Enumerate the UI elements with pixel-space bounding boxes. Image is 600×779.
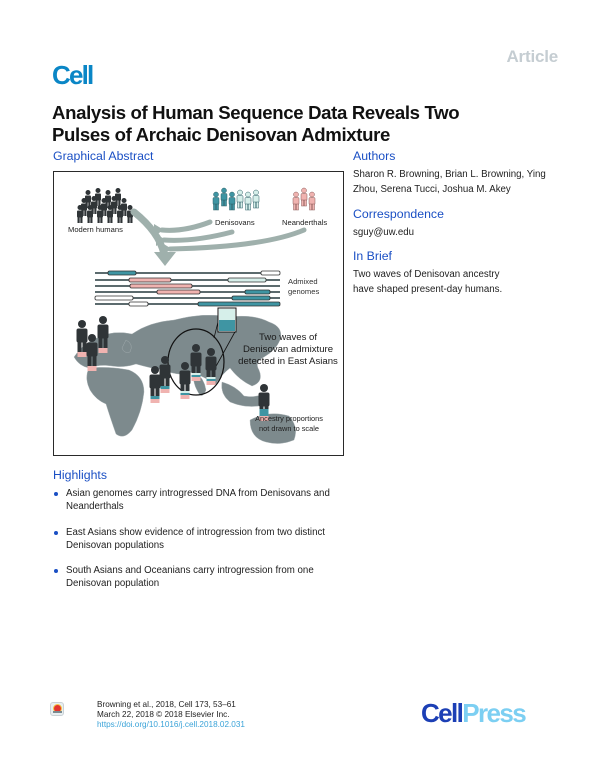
two-waves-label-3: detected in East Asians [238, 356, 338, 367]
graphical-abstract-figure [53, 171, 344, 456]
highlight-item [53, 487, 348, 513]
scale-note-1: Ancestry proportions [255, 414, 323, 423]
in-brief-text: Two waves of Denisovan ancestry have shaped present-day humans. [353, 269, 503, 295]
neanderthals-icon [293, 188, 315, 210]
correspondence-section [353, 207, 563, 240]
doi-link[interactable]: https://doi.org/10.1016/j.cell.2018.02.031 [97, 720, 245, 730]
correspondence-heading: Correspondence [353, 207, 444, 221]
admixed-genomes-diagram [95, 271, 280, 306]
bullet-icon [54, 492, 58, 496]
journal-logo[interactable]: Cell [52, 60, 93, 90]
publisher-logo-press: Press [462, 698, 526, 728]
graphical-abstract-heading: Graphical Abstract [53, 149, 154, 163]
denisovans-label: Denisovans [215, 218, 255, 227]
publication-date: March 22, 2018 © 2018 Elsevier Inc. [97, 710, 230, 720]
citation-block [97, 700, 245, 731]
admixed-label-2: genomes [288, 287, 320, 296]
correspondence-email[interactable]: sguy@uw.edu [353, 227, 415, 238]
modern-humans-icon [77, 188, 133, 223]
article-type-label: Article [506, 47, 558, 66]
citation-text: Browning et al., 2018, Cell 173, 53–61 [97, 700, 236, 709]
highlight-item [53, 564, 348, 590]
authors-section [353, 149, 563, 197]
highlights-list [53, 487, 348, 603]
modern-humans-label: Modern humans [68, 225, 123, 234]
in-brief-section [353, 249, 563, 297]
two-waves-label-2: Denisovan admixture [242, 344, 334, 355]
graphical-abstract-illustration [54, 172, 344, 456]
in-brief-heading: In Brief [353, 249, 392, 263]
admixed-label-1: Admixed [288, 277, 318, 286]
highlight-item [53, 526, 348, 552]
check-for-updates-icon[interactable] [50, 702, 64, 716]
authors-list: Sharon R. Browning, Brian L. Browning, Ying Zhou, Serena Tucci, Joshua M. Akey [353, 169, 546, 195]
paper-title: Analysis of Human Sequence Data Reveals Two Pulses of Archaic Denisovan Admixture [52, 102, 460, 145]
publisher-logo-cell: Cell [421, 698, 463, 728]
bullet-icon [54, 531, 58, 535]
neanderthals-label: Neanderthals [282, 218, 328, 227]
down-arrow-icon [154, 252, 176, 266]
denisovans-icon [213, 188, 259, 210]
highlights-heading: Highlights [53, 468, 107, 482]
ancestry-proportion-bar [218, 308, 236, 332]
highlight-text: East Asians show evidence of introgression from two distinct Denisovan populations [66, 526, 325, 551]
two-waves-label-1: Two waves of [258, 332, 318, 343]
highlight-text: Asian genomes carry introgressed DNA from Denisovans and Neanderthals [66, 488, 330, 512]
scale-note-2: not drawn to scale [259, 424, 319, 433]
publisher-logo[interactable] [421, 700, 525, 726]
highlight-text: South Asians and Oceanians carry introgression from one Denisovan population [66, 565, 314, 589]
authors-heading: Authors [353, 149, 396, 163]
bullet-icon [54, 569, 58, 573]
